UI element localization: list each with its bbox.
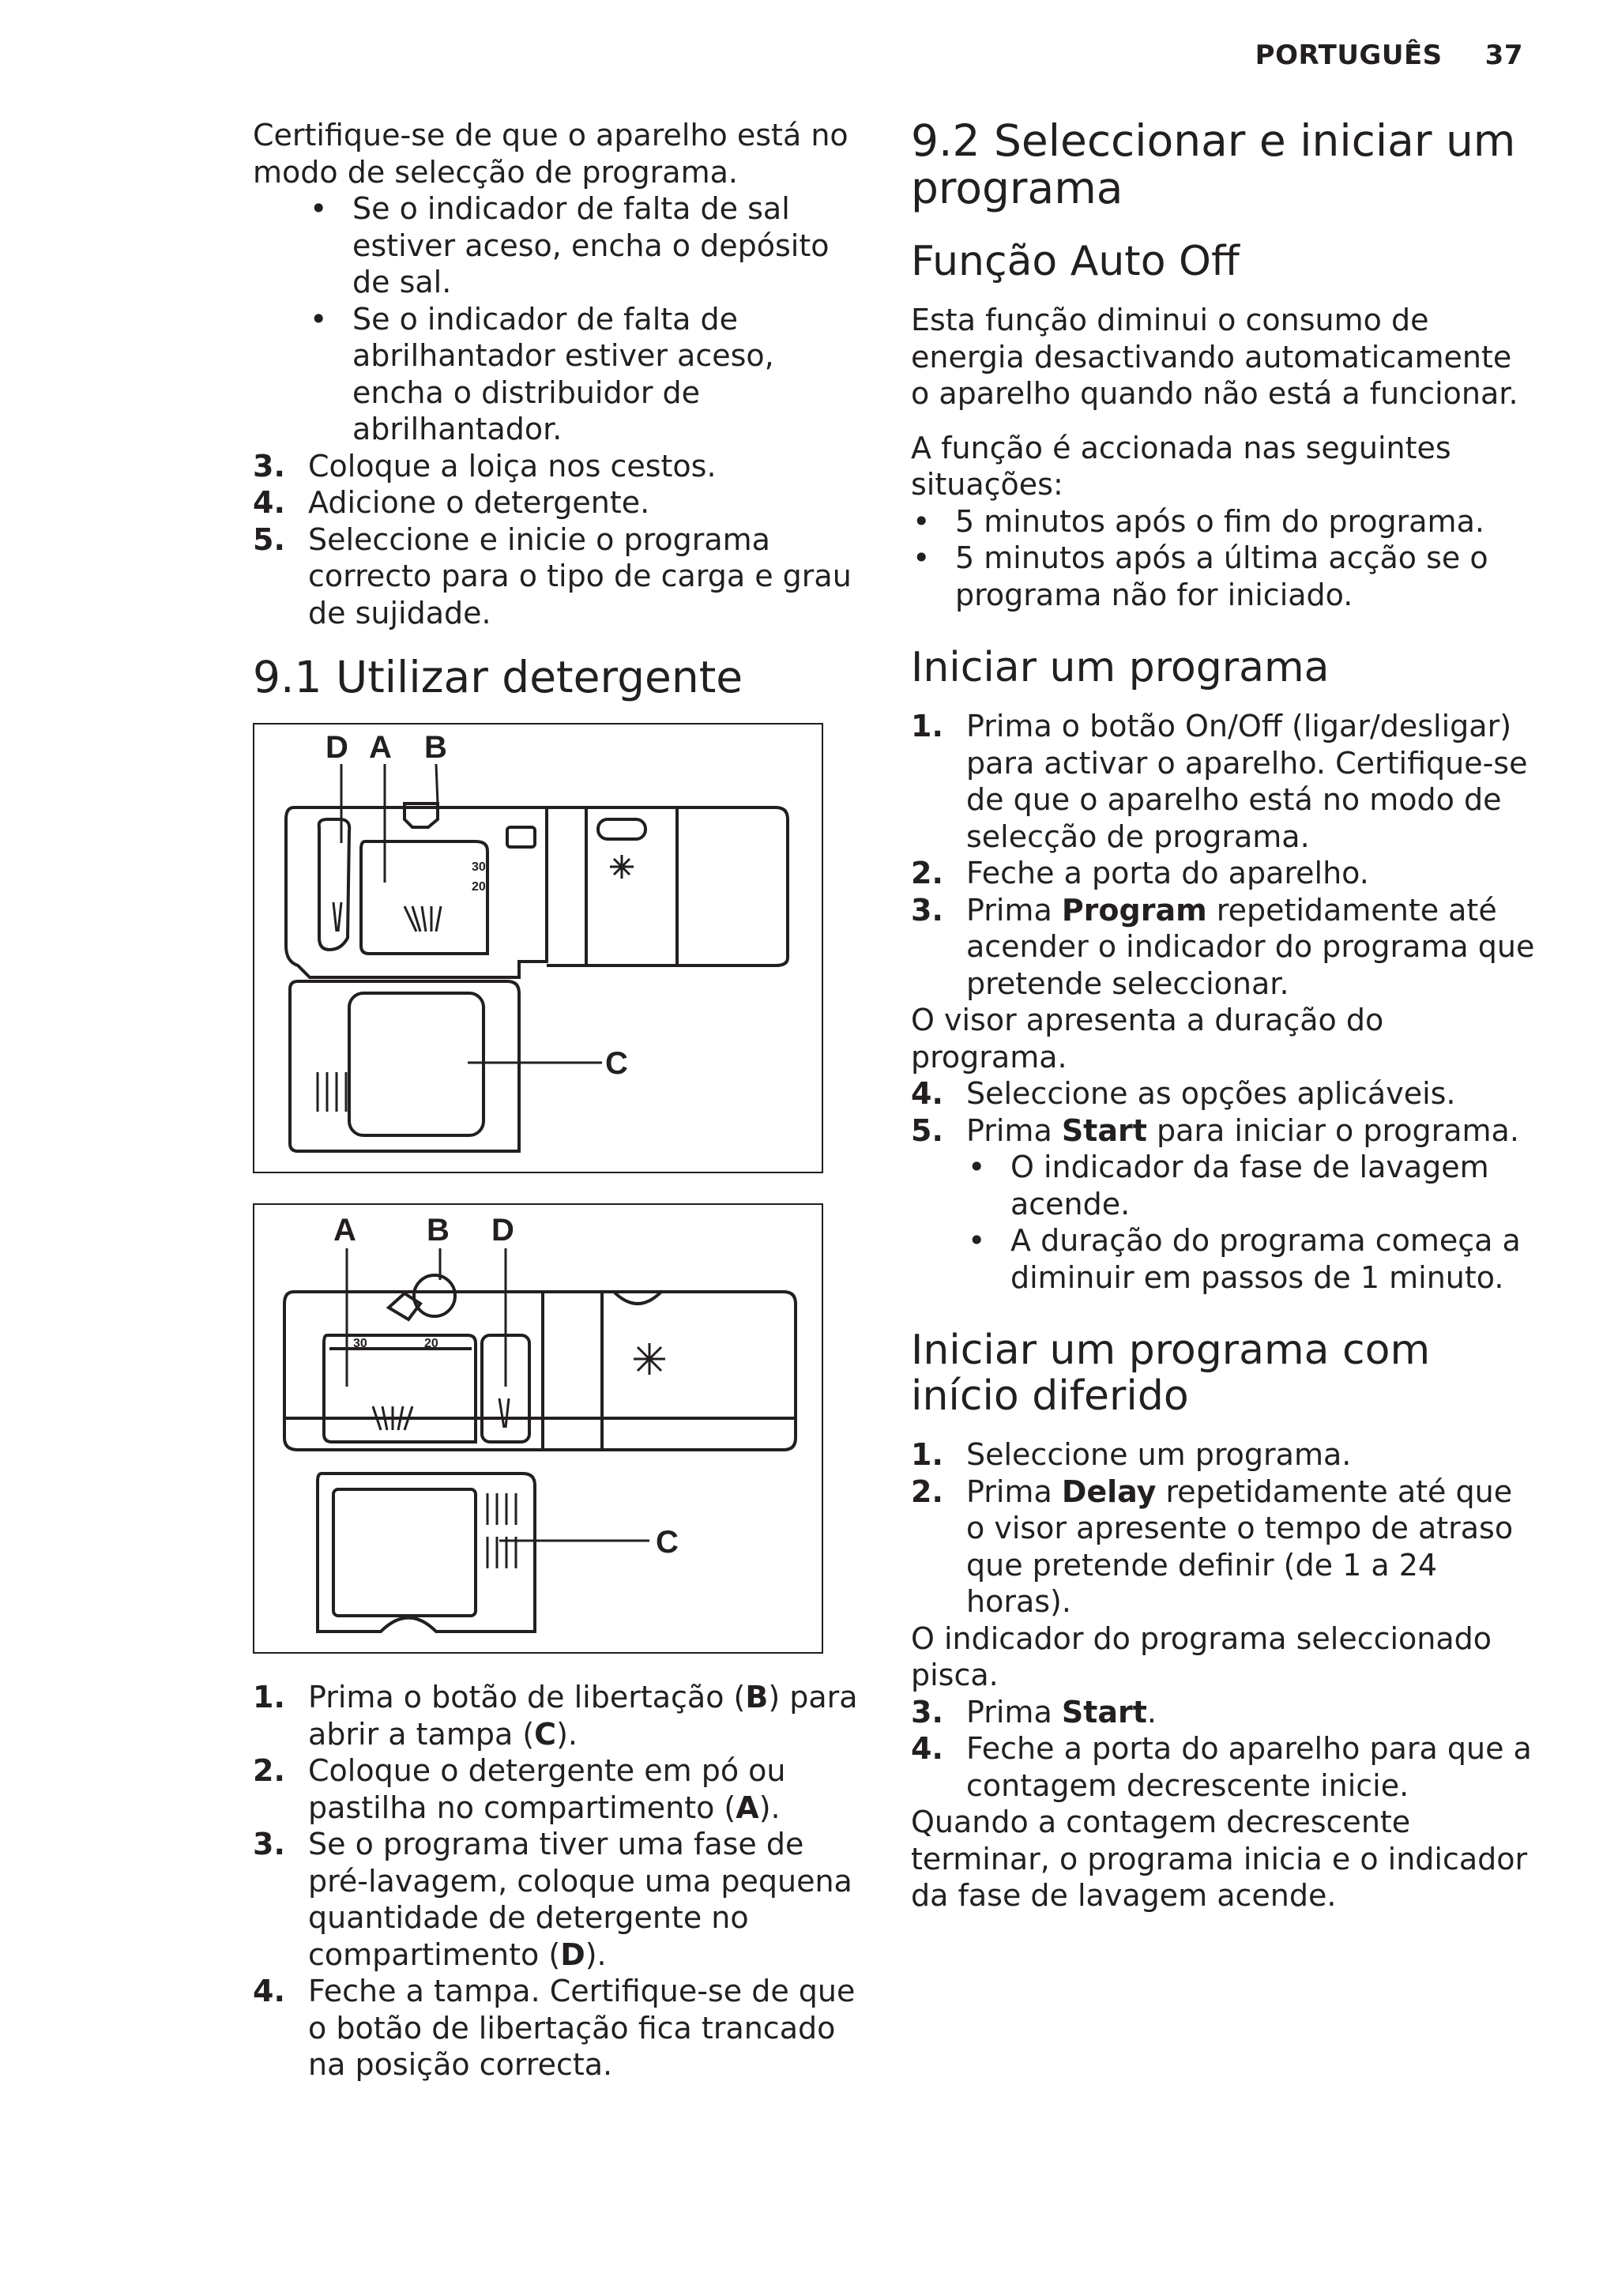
subheading-delay-start: Iniciar um programa com início diferido	[911, 1327, 1431, 1420]
step-number: 5.	[253, 521, 285, 557]
step-number: 3.	[911, 892, 943, 928]
step-item: 5. Prima Start para iniciar o programa.	[911, 1112, 1519, 1148]
label-b: B	[424, 730, 447, 765]
step-item: 4. Feche a porta do aparelho para que a contagem decrescente inicie.	[911, 1731, 1532, 1803]
list-item: • Se o indicador de falta de sal estiver aceso, encha o depósito de sal.	[308, 190, 861, 301]
step-item: 1. Prima o botão de libertação (B) para abrir a tampa (C).	[253, 1680, 858, 1752]
label-b: B	[427, 1213, 450, 1248]
step-text: Adicione o detergente.	[308, 485, 650, 520]
step-item: 2. Feche a porta do aparelho.	[911, 856, 1369, 890]
step-number: 5.	[911, 1112, 943, 1148]
section-heading-9-1: 9.1 Utilizar detergente	[253, 652, 743, 702]
label-c: C	[656, 1525, 679, 1560]
step-number: 4.	[253, 1974, 285, 2008]
list-item: • 5 minutos após o fim do programa.	[911, 503, 1535, 540]
step-item: 1. Prima o botão On/Off (ligar/desligar) para activar o aparelho. Certifique-se de que o aparelho está no modo de selecção de programa.	[911, 709, 1528, 854]
page-header	[1255, 40, 1523, 71]
delay-steps	[911, 1436, 1535, 1620]
step-number: 1.	[911, 1437, 943, 1472]
list-item: • A duração do programa começa a diminuir em passos de 1 minuto.	[966, 1222, 1535, 1296]
step-number: 3.	[911, 1694, 943, 1730]
step-number: 4.	[911, 1731, 943, 1766]
start-steps	[911, 708, 1535, 1002]
subheading-auto-off: Função Auto Off	[911, 238, 1240, 285]
start-steps-continued	[911, 1075, 1535, 1149]
page-number: 37	[1484, 40, 1523, 71]
figure-dispenser-1	[253, 723, 823, 1173]
label-d: D	[325, 730, 348, 765]
step-text: Coloque a loiça nos cestos.	[308, 448, 717, 484]
dispenser-panel	[284, 1292, 796, 1450]
right-column	[911, 117, 1535, 1914]
step-number: 1.	[253, 1680, 285, 1714]
label-c: C	[605, 1046, 628, 1081]
step-item	[253, 521, 861, 632]
step-item: 2. Prima Delay repetidamente até que o visor apresente o tempo de atraso que pretende definir (de 1 a 24 horas).	[911, 1474, 1514, 1619]
auto-off-paragraph-1: Esta função diminui o consumo de energia desactivando automaticamente o aparelho quando não está a funcionar.	[911, 303, 1518, 411]
intro-paragraph: Certifique-se de que o aparelho está no modo de selecção de programa.	[253, 118, 849, 190]
step-number: 2.	[253, 1753, 285, 1788]
step-number: 2.	[911, 856, 943, 890]
header-language: PORTUGUÊS	[1255, 40, 1443, 71]
step-item	[253, 484, 861, 521]
intro-bullet-list	[308, 190, 861, 448]
label-a: A	[333, 1213, 356, 1248]
auto-off-paragraph-2: A função é accionada nas seguintes situações:	[911, 430, 1451, 502]
step-item: 3. Se o programa tiver uma fase de pré-lavagem, coloque uma pequena quantidade de detergente no compartimento (D).	[253, 1827, 852, 1972]
step-item: 2. Coloque o detergente em pó ou pastilha no compartimento (A).	[253, 1753, 786, 1825]
step-number: 4.	[253, 485, 285, 520]
section-heading-9-2: 9.2 Seleccionar e iniciar um programa	[911, 115, 1516, 213]
leader-b	[436, 764, 438, 804]
scale-30: 30	[353, 1337, 367, 1350]
step-number: 3.	[253, 448, 285, 484]
step-item: 1. Seleccione um programa.	[911, 1437, 1352, 1472]
dispenser-diagram-2	[254, 1205, 822, 1652]
start-note: O visor apresenta a duração do programa.	[911, 1003, 1384, 1075]
step-text: Seleccione e inicie o programa correcto para o tipo de carga e grau de sujidade.	[308, 521, 852, 630]
step-item: 4. Feche a tampa. Certifique-se de que o botão de libertação fica trancado na posição correcta.	[253, 1974, 856, 2082]
delay-note: O indicador do programa seleccionado pisca.	[911, 1620, 1492, 1692]
step-item: 3. Prima Start.	[911, 1694, 1157, 1730]
list-item: • Se o indicador de falta de abrilhantador estiver aceso, encha o distribuidor de abrilhantador.	[308, 301, 861, 448]
delay-final-paragraph: Quando a contagem decrescente terminar, o programa inicia e o indicador da fase de lavagem acende.	[911, 1805, 1528, 1913]
step-item: 4. Seleccione as opções aplicáveis.	[911, 1076, 1456, 1111]
intro-steps	[253, 448, 861, 632]
label-a: A	[369, 730, 392, 765]
list-item: • O indicador da fase de lavagem acende.	[966, 1149, 1535, 1222]
step-number: 3.	[253, 1827, 285, 1861]
scale-20: 20	[424, 1337, 438, 1350]
step-number: 2.	[911, 1474, 943, 1509]
figure-dispenser-2	[253, 1203, 823, 1654]
subheading-start-program: Iniciar um programa	[911, 644, 1330, 691]
scale-20: 20	[472, 880, 486, 894]
auto-off-bullet-list	[911, 503, 1535, 614]
step-item: 3. Prima Program repetidamente até acender o indicador do programa que pretende seleccionar.	[911, 892, 1535, 1001]
start-bullet-list	[966, 1149, 1535, 1296]
step-number: 4.	[911, 1076, 943, 1111]
label-d: D	[491, 1213, 514, 1248]
scale-30: 30	[472, 860, 486, 874]
dispenser-diagram-1	[254, 725, 822, 1172]
left-column	[253, 117, 861, 2083]
step-item	[253, 448, 861, 485]
step-number: 1.	[911, 709, 943, 743]
detergent-steps	[253, 1679, 861, 2083]
delay-steps-continued	[911, 1694, 1535, 1805]
list-item: • 5 minutos após a última acção se o programa não for iniciado.	[911, 540, 1535, 613]
